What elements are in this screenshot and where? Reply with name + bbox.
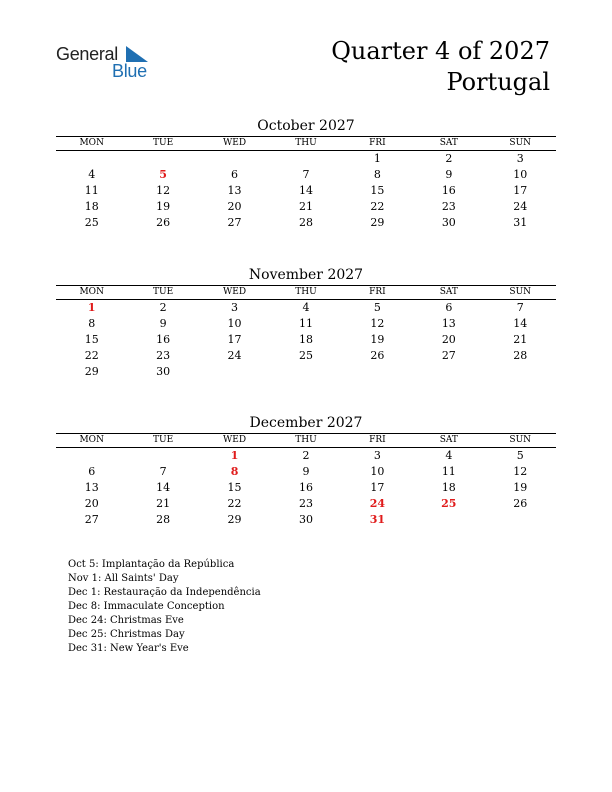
holiday-day-cell: 31 [369, 513, 386, 526]
day-cell: 2 [159, 301, 167, 314]
day-cell: 12 [370, 317, 385, 330]
day-cell: 10 [227, 317, 242, 330]
weekday-label: MON [79, 435, 104, 445]
day-cell: 24 [227, 349, 242, 362]
logo [56, 44, 166, 84]
weekday-label: SAT [439, 138, 458, 148]
day-cell: 27 [84, 513, 99, 526]
day-cell: 25 [84, 216, 99, 229]
weekday-label: SAT [439, 435, 458, 445]
holiday-day-cell: 24 [369, 497, 386, 510]
day-cell: 24 [513, 200, 528, 213]
day-cell: 21 [298, 200, 313, 213]
day-cell: 4 [302, 301, 310, 314]
day-cell: 13 [441, 317, 456, 330]
day-cell: 12 [513, 465, 528, 478]
day-cell: 23 [441, 200, 456, 213]
day-cell [199, 364, 270, 380]
day-cell: 2 [445, 152, 453, 165]
day-cell: 28 [156, 513, 171, 526]
holiday-note: Dec 24: Christmas Eve [68, 615, 184, 626]
month-title: October 2027 [257, 118, 355, 134]
day-cell: 27 [441, 349, 456, 362]
holiday-day-cell: 25 [441, 497, 457, 510]
day-cell: 8 [88, 317, 96, 330]
holiday-note: Dec 31: New Year's Eve [68, 643, 189, 654]
day-cell: 15 [370, 184, 385, 197]
holiday-day-cell: 8 [230, 465, 239, 478]
weekday-label: THU [295, 287, 317, 297]
day-cell: 2 [302, 449, 310, 462]
day-cell: 9 [445, 168, 453, 181]
day-cell: 3 [373, 449, 381, 462]
day-cell: 23 [156, 349, 171, 362]
day-cell: 21 [513, 333, 528, 346]
holiday-day-cell: 1 [87, 301, 96, 314]
week-row [56, 512, 556, 528]
day-cell: 4 [445, 449, 453, 462]
day-cell: 7 [302, 168, 310, 181]
logo-text-blue: Blue [112, 61, 147, 81]
week-row [56, 183, 556, 199]
day-cell: 22 [227, 497, 242, 510]
weekday-label: THU [295, 138, 317, 148]
day-cell: 9 [302, 465, 310, 478]
week-row [56, 316, 556, 332]
day-cell: 11 [84, 184, 99, 197]
day-cell [413, 364, 484, 380]
day-cell: 10 [370, 465, 385, 478]
day-cell: 13 [84, 481, 99, 494]
day-cell: 19 [156, 200, 171, 213]
day-cell: 29 [370, 216, 385, 229]
day-cell: 9 [159, 317, 167, 330]
weekday-label: MON [79, 138, 104, 148]
weekday-header-row [56, 433, 556, 448]
weekday-label: TUE [153, 138, 174, 148]
month-calendar-october [56, 116, 556, 231]
day-cell: 16 [156, 333, 171, 346]
day-cell: 28 [298, 216, 313, 229]
day-cell: 17 [227, 333, 242, 346]
day-cell [485, 512, 556, 528]
day-cell: 30 [156, 365, 171, 378]
day-cell: 4 [88, 168, 96, 181]
day-cell: 10 [513, 168, 528, 181]
day-cell: 20 [84, 497, 99, 510]
weekday-label: TUE [153, 435, 174, 445]
page-title [331, 36, 550, 98]
day-cell: 26 [156, 216, 171, 229]
day-cell: 6 [88, 465, 96, 478]
day-cell: 15 [227, 481, 242, 494]
day-cell [270, 364, 341, 380]
day-cell: 14 [513, 317, 528, 330]
holiday-notes [68, 558, 261, 656]
day-cell: 31 [513, 216, 528, 229]
day-cell [270, 151, 341, 167]
day-cell [413, 512, 484, 528]
day-cell: 3 [516, 152, 524, 165]
day-cell: 25 [298, 349, 313, 362]
day-cell: 23 [298, 497, 313, 510]
day-cell: 29 [84, 365, 99, 378]
month-calendar-november [56, 265, 556, 380]
day-cell: 7 [516, 301, 524, 314]
day-cell: 22 [84, 349, 99, 362]
day-cell: 14 [298, 184, 313, 197]
weekday-label: WED [223, 435, 247, 445]
day-cell: 6 [445, 301, 453, 314]
weekday-header-row [56, 136, 556, 151]
week-row [56, 464, 556, 480]
weekday-label: TUE [153, 287, 174, 297]
week-row [56, 199, 556, 215]
day-cell: 28 [513, 349, 528, 362]
day-cell: 19 [370, 333, 385, 346]
week-row [56, 364, 556, 380]
weekday-label: SUN [509, 435, 532, 445]
day-cell: 27 [227, 216, 242, 229]
week-row [56, 167, 556, 183]
weekday-label: WED [223, 287, 247, 297]
weekday-label: SUN [509, 287, 532, 297]
holiday-note: Dec 1: Restauração da Independência [68, 587, 261, 598]
day-cell: 18 [298, 333, 313, 346]
holiday-note: Dec 8: Immaculate Conception [68, 601, 225, 612]
day-cell [56, 151, 127, 167]
day-cell: 7 [159, 465, 167, 478]
day-cell [485, 364, 556, 380]
day-cell: 21 [156, 497, 171, 510]
day-cell: 19 [513, 481, 528, 494]
day-cell [56, 448, 127, 464]
day-cell: 14 [156, 481, 171, 494]
day-cell: 16 [298, 481, 313, 494]
logo-text-general: General [56, 44, 118, 64]
day-cell: 20 [441, 333, 456, 346]
day-cell [199, 151, 270, 167]
weekday-label: FRI [369, 287, 386, 297]
day-cell: 6 [231, 168, 239, 181]
week-row [56, 215, 556, 231]
weekday-label: MON [79, 287, 104, 297]
day-cell: 8 [373, 168, 381, 181]
day-cell: 18 [441, 481, 456, 494]
weekday-label: FRI [369, 435, 386, 445]
day-cell: 16 [441, 184, 456, 197]
week-row [56, 300, 556, 316]
day-cell [127, 448, 198, 464]
holiday-note: Dec 25: Christmas Day [68, 629, 185, 640]
week-row [56, 480, 556, 496]
week-row [56, 448, 556, 464]
day-cell: 20 [227, 200, 242, 213]
day-cell: 17 [370, 481, 385, 494]
day-cell [127, 151, 198, 167]
week-row [56, 151, 556, 167]
day-cell: 17 [513, 184, 528, 197]
logo-triangle-icon [126, 46, 148, 62]
weekday-label: SAT [439, 287, 458, 297]
holiday-note: Nov 1: All Saints' Day [68, 573, 179, 584]
day-cell: 26 [513, 497, 528, 510]
day-cell: 26 [370, 349, 385, 362]
day-cell: 11 [298, 317, 313, 330]
day-cell: 13 [227, 184, 242, 197]
holiday-day-cell: 5 [159, 168, 167, 181]
day-cell: 12 [156, 184, 171, 197]
day-cell: 11 [441, 465, 456, 478]
title-country: Portugal [446, 68, 550, 96]
day-cell: 18 [84, 200, 99, 213]
day-cell: 29 [227, 513, 242, 526]
week-row [56, 348, 556, 364]
day-cell: 3 [231, 301, 239, 314]
holiday-day-cell: 1 [230, 449, 239, 462]
day-cell: 1 [373, 152, 381, 165]
month-calendar-december [56, 413, 556, 528]
month-title: November 2027 [248, 267, 364, 283]
weekday-label: FRI [369, 138, 386, 148]
holiday-note: Oct 5: Implantação da República [68, 559, 235, 570]
week-row [56, 496, 556, 512]
day-cell: 15 [84, 333, 99, 346]
day-cell: 22 [370, 200, 385, 213]
weekday-header-row [56, 285, 556, 300]
week-row [56, 332, 556, 348]
day-cell: 30 [298, 513, 313, 526]
month-title: December 2027 [249, 415, 363, 431]
day-cell [342, 364, 413, 380]
title-quarter: Quarter 4 of 2027 [331, 37, 550, 65]
weekday-label: SUN [509, 138, 532, 148]
day-cell: 5 [516, 449, 524, 462]
weekday-label: WED [223, 138, 247, 148]
day-cell: 5 [373, 301, 381, 314]
weekday-label: THU [295, 435, 317, 445]
day-cell: 30 [441, 216, 456, 229]
